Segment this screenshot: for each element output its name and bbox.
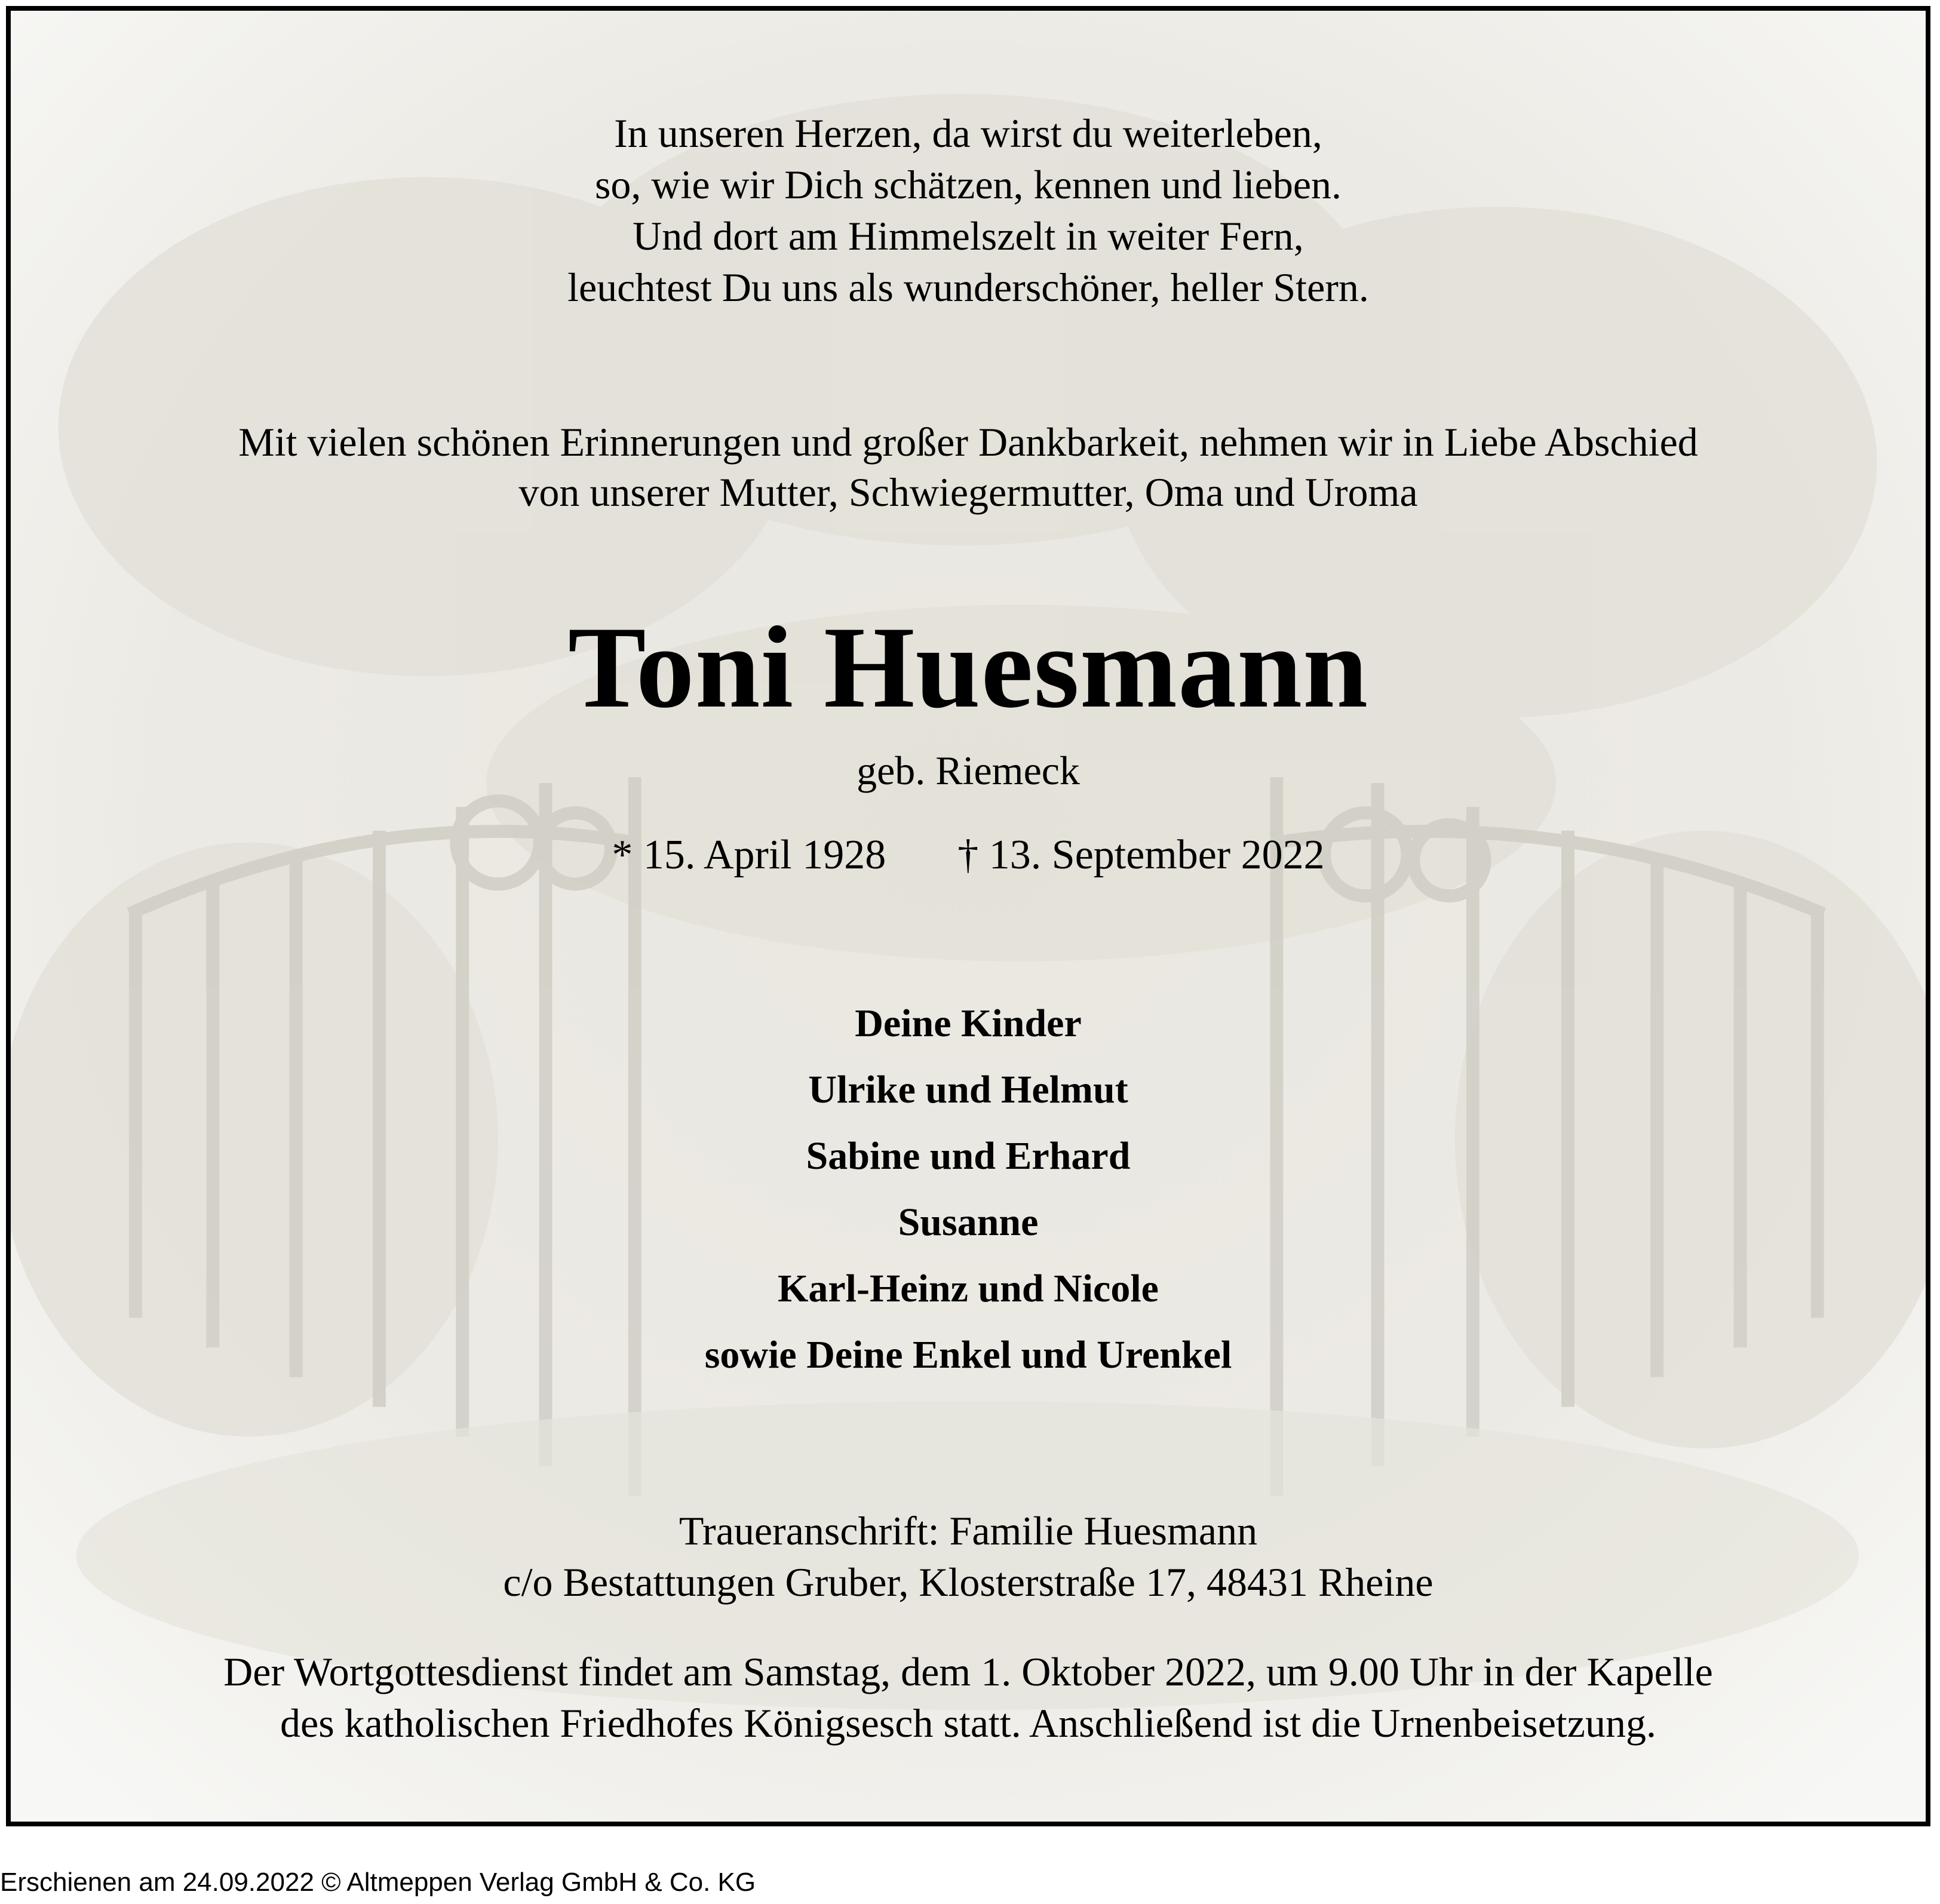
obituary-frame bbox=[6, 6, 1930, 1826]
service-info bbox=[11, 1646, 1926, 1749]
service-line: des katholischen Friedhofes Königsesch statt. Anschließend ist die Urnenbeisetzung. bbox=[280, 1700, 1656, 1746]
life-dates bbox=[11, 830, 1926, 880]
intro-line: Mit vielen schönen Erinnerungen und großer Dankbarkeit, nehmen wir in Liebe Abschied bbox=[238, 419, 1698, 465]
mourner-line: Karl-Heinz und Nicole bbox=[778, 1267, 1159, 1310]
birth-date: * 15. April 1928 bbox=[612, 832, 886, 878]
death-date: † 13. September 2022 bbox=[957, 832, 1325, 878]
poem-line: leuchtest Du uns als wunderschöner, heller Stern. bbox=[567, 265, 1369, 310]
mourner-line: Deine Kinder bbox=[855, 1002, 1082, 1045]
address-line: c/o Bestattungen Gruber, Klosterstraße 17, 48431 Rheine bbox=[503, 1559, 1433, 1605]
poem-line: In unseren Herzen, da wirst du weiterleben, bbox=[614, 110, 1322, 156]
publication-footer: Erschienen am 24.09.2022 © Altmeppen Verlag GmbH & Co. KG bbox=[0, 1868, 756, 1897]
obituary-content bbox=[11, 11, 1926, 1822]
maiden-name: geb. Riemeck bbox=[857, 748, 1080, 793]
mourner-line: Susanne bbox=[898, 1200, 1039, 1244]
mourners-list bbox=[11, 990, 1926, 1388]
mourner-line: Ulrike und Helmut bbox=[808, 1068, 1128, 1111]
poem-line: so, wie wir Dich schätzen, kennen und lieben. bbox=[594, 162, 1342, 207]
service-line: Der Wortgottesdienst findet am Samstag, dem 1. Oktober 2022, um 9.00 Uhr in der Kapelle bbox=[223, 1649, 1713, 1694]
address-line: Traueranschrift: Familie Huesmann bbox=[679, 1508, 1258, 1553]
deceased-name: Toni Huesmann bbox=[567, 603, 1369, 732]
farewell-intro bbox=[11, 417, 1926, 517]
poem bbox=[11, 108, 1926, 313]
mourner-line: Sabine und Erhard bbox=[806, 1134, 1131, 1178]
mourning-address bbox=[11, 1505, 1926, 1608]
mourner-line: sowie Deine Enkel und Urenkel bbox=[704, 1333, 1232, 1377]
poem-line: Und dort am Himmelszelt in weiter Fern, bbox=[633, 213, 1304, 259]
intro-line: von unserer Mutter, Schwiegermutter, Oma und Uroma bbox=[518, 469, 1418, 515]
